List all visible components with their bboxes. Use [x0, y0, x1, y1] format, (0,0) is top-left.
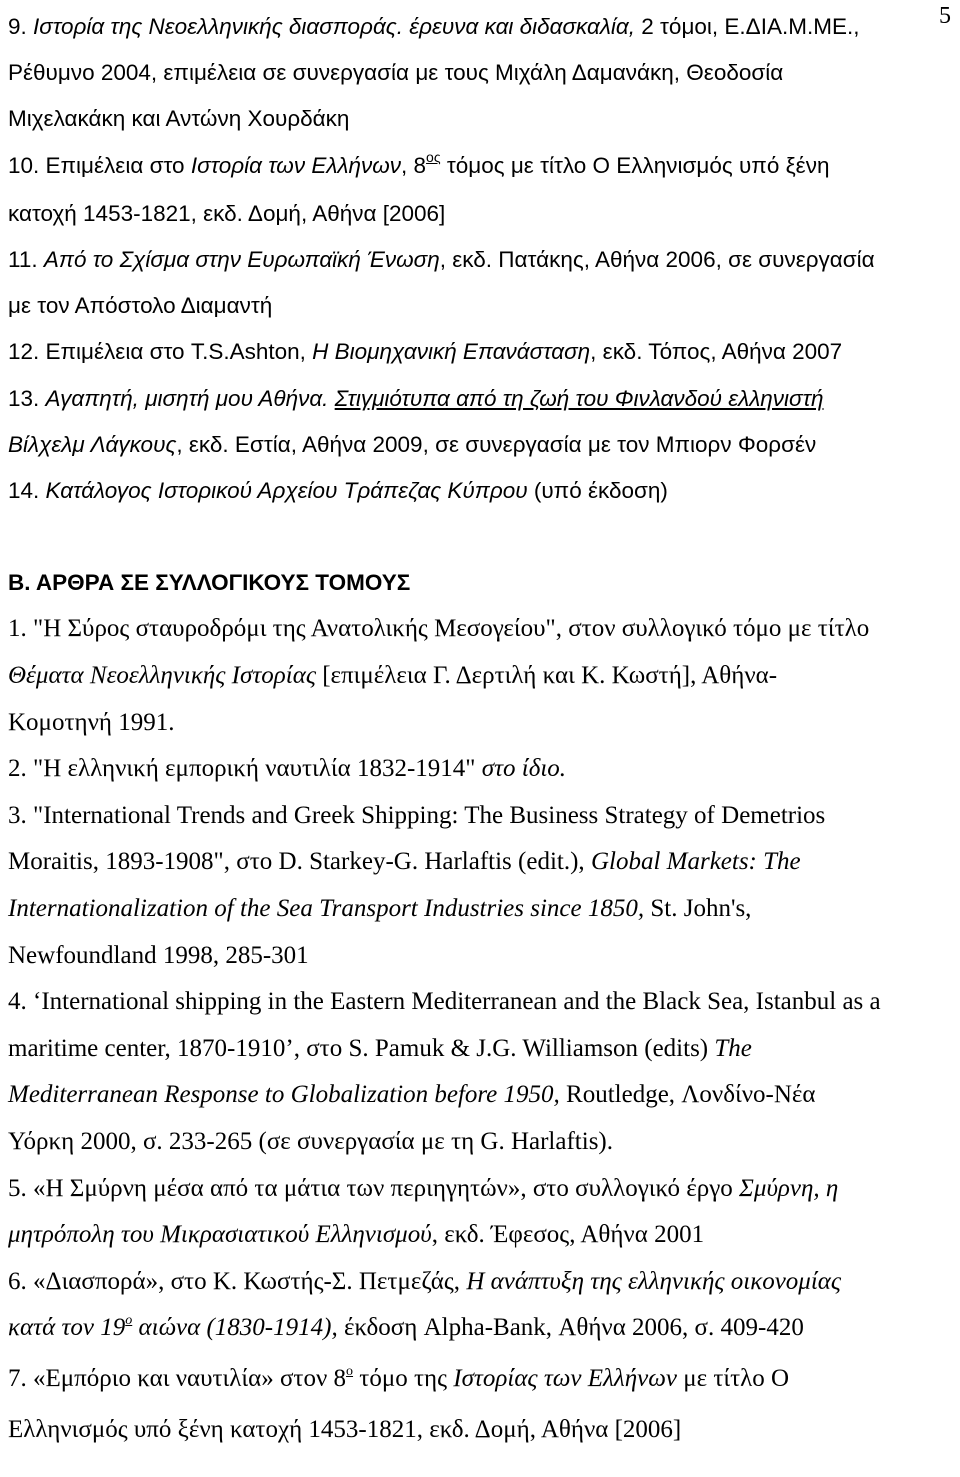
entry-line	[8, 979, 954, 1026]
bibliography-entry-e10	[8, 143, 954, 237]
text-run: , 8	[401, 152, 427, 178]
text-run: Ιστορία των Ελλήνων	[190, 152, 402, 178]
text-run: Κομοτηνή 1991.	[8, 708, 175, 736]
text-run: 6. «Διασπορά», στο Κ. Κωστής-Σ. Πετμεζάς,	[8, 1267, 467, 1295]
entry-line	[8, 1407, 954, 1454]
text-run: 7. «Εμπόριο και ναυτιλία» στον 8	[8, 1364, 347, 1392]
text-run: τόμος με τίτλο Ο Ελληνισμός υπό ξένη	[440, 152, 830, 178]
text-run: St. John's,	[644, 895, 752, 922]
entry-line	[8, 237, 954, 283]
entry-line	[8, 329, 954, 375]
text-run: με τίτλο Ο	[676, 1364, 790, 1392]
text-run: Internationalization of the Sea Transport Industries since 1850,	[8, 895, 645, 922]
text-run: Θέματα Νεοελληνικής Ιστορίας	[8, 662, 316, 690]
entry-line	[8, 1026, 954, 1073]
text-run: 5. «Η Σμύρνη μέσα από τα μάτια των περιηγητών», στο συλλογικό έργο	[8, 1174, 740, 1202]
section-spacer	[8, 514, 954, 560]
text-run: 14.	[8, 478, 46, 504]
text-run: 1. "Η Σύρος σταυροδρόμι της Ανατολικής Μεσογείου", στον συλλογικό τόμο με τίτλο	[8, 615, 870, 643]
text-run: έκδοση Alpha-Bank, Αθήνα 2006, σ. 409-420	[337, 1314, 804, 1342]
entry-line	[8, 1212, 954, 1259]
text-run: 2. "Η ελληνική εμπορική ναυτιλία 1832-1914"	[8, 755, 482, 783]
text-run: με τον Απόστολο Διαμαντή	[8, 293, 273, 319]
text-run: 2 τόμοι, Ε.ΔΙΑ.Μ.ΜΕ.,	[635, 14, 860, 39]
text-run: κατοχή 1453-1821, εκδ. Δομή, Αθήνα [2006]	[8, 200, 446, 226]
text-run: Σμύρνη, η	[739, 1174, 839, 1202]
text-run: Στιγμιότυπα από τη ζωή του Φινλανδού ελληνιστή	[334, 385, 824, 411]
text-run: 3. "International Trends and Greek Shipping: The Business Strategy of Demetrios	[8, 801, 826, 829]
entry-line	[8, 96, 954, 142]
text-run: Αγαπητή, μισητή μου Αθήνα.	[45, 385, 329, 411]
text-run: Βίλχελμ Λάγκους	[8, 431, 177, 457]
page-number: 5	[939, 3, 951, 29]
text-run: Από το Σχίσμα στην Ευρωπαϊκή Ένωση	[43, 247, 440, 273]
section-b-list	[8, 606, 954, 1453]
text-run: κατά τον 19	[8, 1314, 126, 1342]
text-run: , εκδ. Τόπος, Αθήνα 2007	[590, 339, 843, 365]
section-b-heading: Β. ΑΡΘΡΑ ΣΕ ΣΥΛΛΟΓΙΚΟΥΣ ΤΟΜΟΥΣ	[8, 570, 411, 596]
text-run: Global Markets: The	[590, 848, 801, 876]
entry-line	[8, 700, 954, 747]
entry-line	[8, 933, 954, 980]
entry-line	[8, 283, 954, 329]
bibliography-entry-e13	[8, 376, 954, 468]
text-run: Η ανάπτυξη της ελληνικής οικονομίας	[466, 1267, 842, 1295]
text-run: Η Βιομηχανική Επανάσταση	[312, 339, 591, 365]
entry-line	[8, 1166, 954, 1213]
entry-line	[8, 376, 954, 422]
bibliography-entry-e14	[8, 468, 954, 514]
entry-line	[8, 4, 954, 50]
bibliography-entry-e9	[8, 4, 954, 143]
entry-line	[8, 746, 954, 793]
text-run: Mediterranean Response to Globalization before 1950,	[8, 1081, 560, 1109]
entry-line	[8, 1356, 954, 1407]
entry-line	[8, 1305, 954, 1356]
text-run: , εκδ. Πατάκης, Αθήνα 2006, σε συνεργασία	[439, 247, 875, 273]
text-run: , εκδ. Έφεσος, Αθήνα 2001	[431, 1221, 705, 1249]
text-run: [επιμέλεια Γ. Δερτιλή και Κ. Κωστή], Αθήνα-	[315, 662, 778, 690]
entry-line	[8, 422, 954, 468]
text-run: Υόρκη 2000, σ. 233-265 (σε συνεργασία με τη G. Harlaftis).	[8, 1127, 613, 1155]
text-run: Ιστορία της Νεοελληνικής διασποράς. έρευνα και διδασκαλία,	[33, 14, 636, 39]
text-run: Ρέθυμνο 2004, επιμέλεια σε συνεργασία με τους Μιχάλη Δαμανάκη, Θεοδοσία	[8, 60, 784, 86]
bibliography-entry-b3	[8, 793, 954, 979]
text-run: 10. Επιμέλεια στο	[8, 152, 191, 178]
entry-line	[8, 886, 954, 933]
bibliography-entry-b1	[8, 606, 954, 746]
text-run: τόμο της	[353, 1364, 454, 1392]
entry-line	[8, 1072, 954, 1119]
text-run: The	[714, 1034, 752, 1062]
text-run: ος	[426, 148, 441, 165]
bibliography-entry-e11	[8, 237, 954, 329]
bibliography-entry-b6	[8, 1259, 954, 1356]
text-run: Μιχελακάκη και Αντώνη Χουρδάκη	[8, 106, 350, 132]
entry-line	[8, 50, 954, 96]
bibliography-entry-b4	[8, 979, 954, 1165]
text-run: αιώνα (1830-1914),	[132, 1314, 338, 1342]
bibliography-entry-b5	[8, 1166, 954, 1259]
entry-line	[8, 468, 954, 514]
text-run: Moraitis, 1893-1908", στο D. Starkey-G. Harlaftis (edit.),	[8, 848, 591, 876]
text-run: Routledge, Λονδίνο-Νέα	[559, 1081, 816, 1109]
text-run: 9.	[8, 14, 34, 39]
text-run: 12. Επιμέλεια στο T.S.Ashton,	[8, 339, 313, 365]
entry-line	[8, 191, 954, 237]
text-run: 11.	[8, 247, 44, 273]
text-run: Newfoundland 1998, 285-301	[8, 941, 309, 969]
bibliography-entry-b2	[8, 746, 954, 793]
text-run: 13.	[8, 385, 46, 411]
entry-line	[8, 653, 954, 700]
text-run: maritime center, 1870-1910’, στο S. Pamuk & J.G. Williamson (edits)	[8, 1034, 715, 1062]
entry-line	[8, 839, 954, 886]
text-run: ο	[346, 1363, 354, 1379]
text-run: Ιστορίας των Ελλήνων	[453, 1364, 677, 1392]
text-run: μητρόπολη του Μικρασιατικού Ελληνισμού	[8, 1221, 432, 1249]
text-run: Κατάλογος Ιστορικού Αρχείου Τράπεζας Κύπρου	[45, 478, 528, 504]
text-run: (υπό έκδοση)	[527, 478, 668, 504]
entry-line	[8, 1259, 954, 1306]
section-a-list	[8, 0, 954, 514]
entry-line	[8, 606, 954, 653]
text-run: στο ίδιο.	[481, 755, 567, 783]
text-run: , εκδ. Εστία, Αθήνα 2009, σε συνεργασία με τον Μπιορν Φορσέν	[176, 431, 817, 457]
bibliography-entry-e12	[8, 329, 954, 375]
entry-line	[8, 793, 954, 840]
text-run: 4. ‘International shipping in the Eastern Mediterranean and the Black Sea, Istanbul as a	[8, 988, 881, 1016]
text-run: Ελληνισμός υπό ξένη κατοχή 1453-1821, εκδ. Δομή, Αθήνα [2006]	[8, 1415, 682, 1443]
entry-line	[8, 143, 954, 191]
bibliography-entry-b7	[8, 1356, 954, 1453]
text-run: ο	[125, 1313, 133, 1329]
entry-line	[8, 1119, 954, 1166]
